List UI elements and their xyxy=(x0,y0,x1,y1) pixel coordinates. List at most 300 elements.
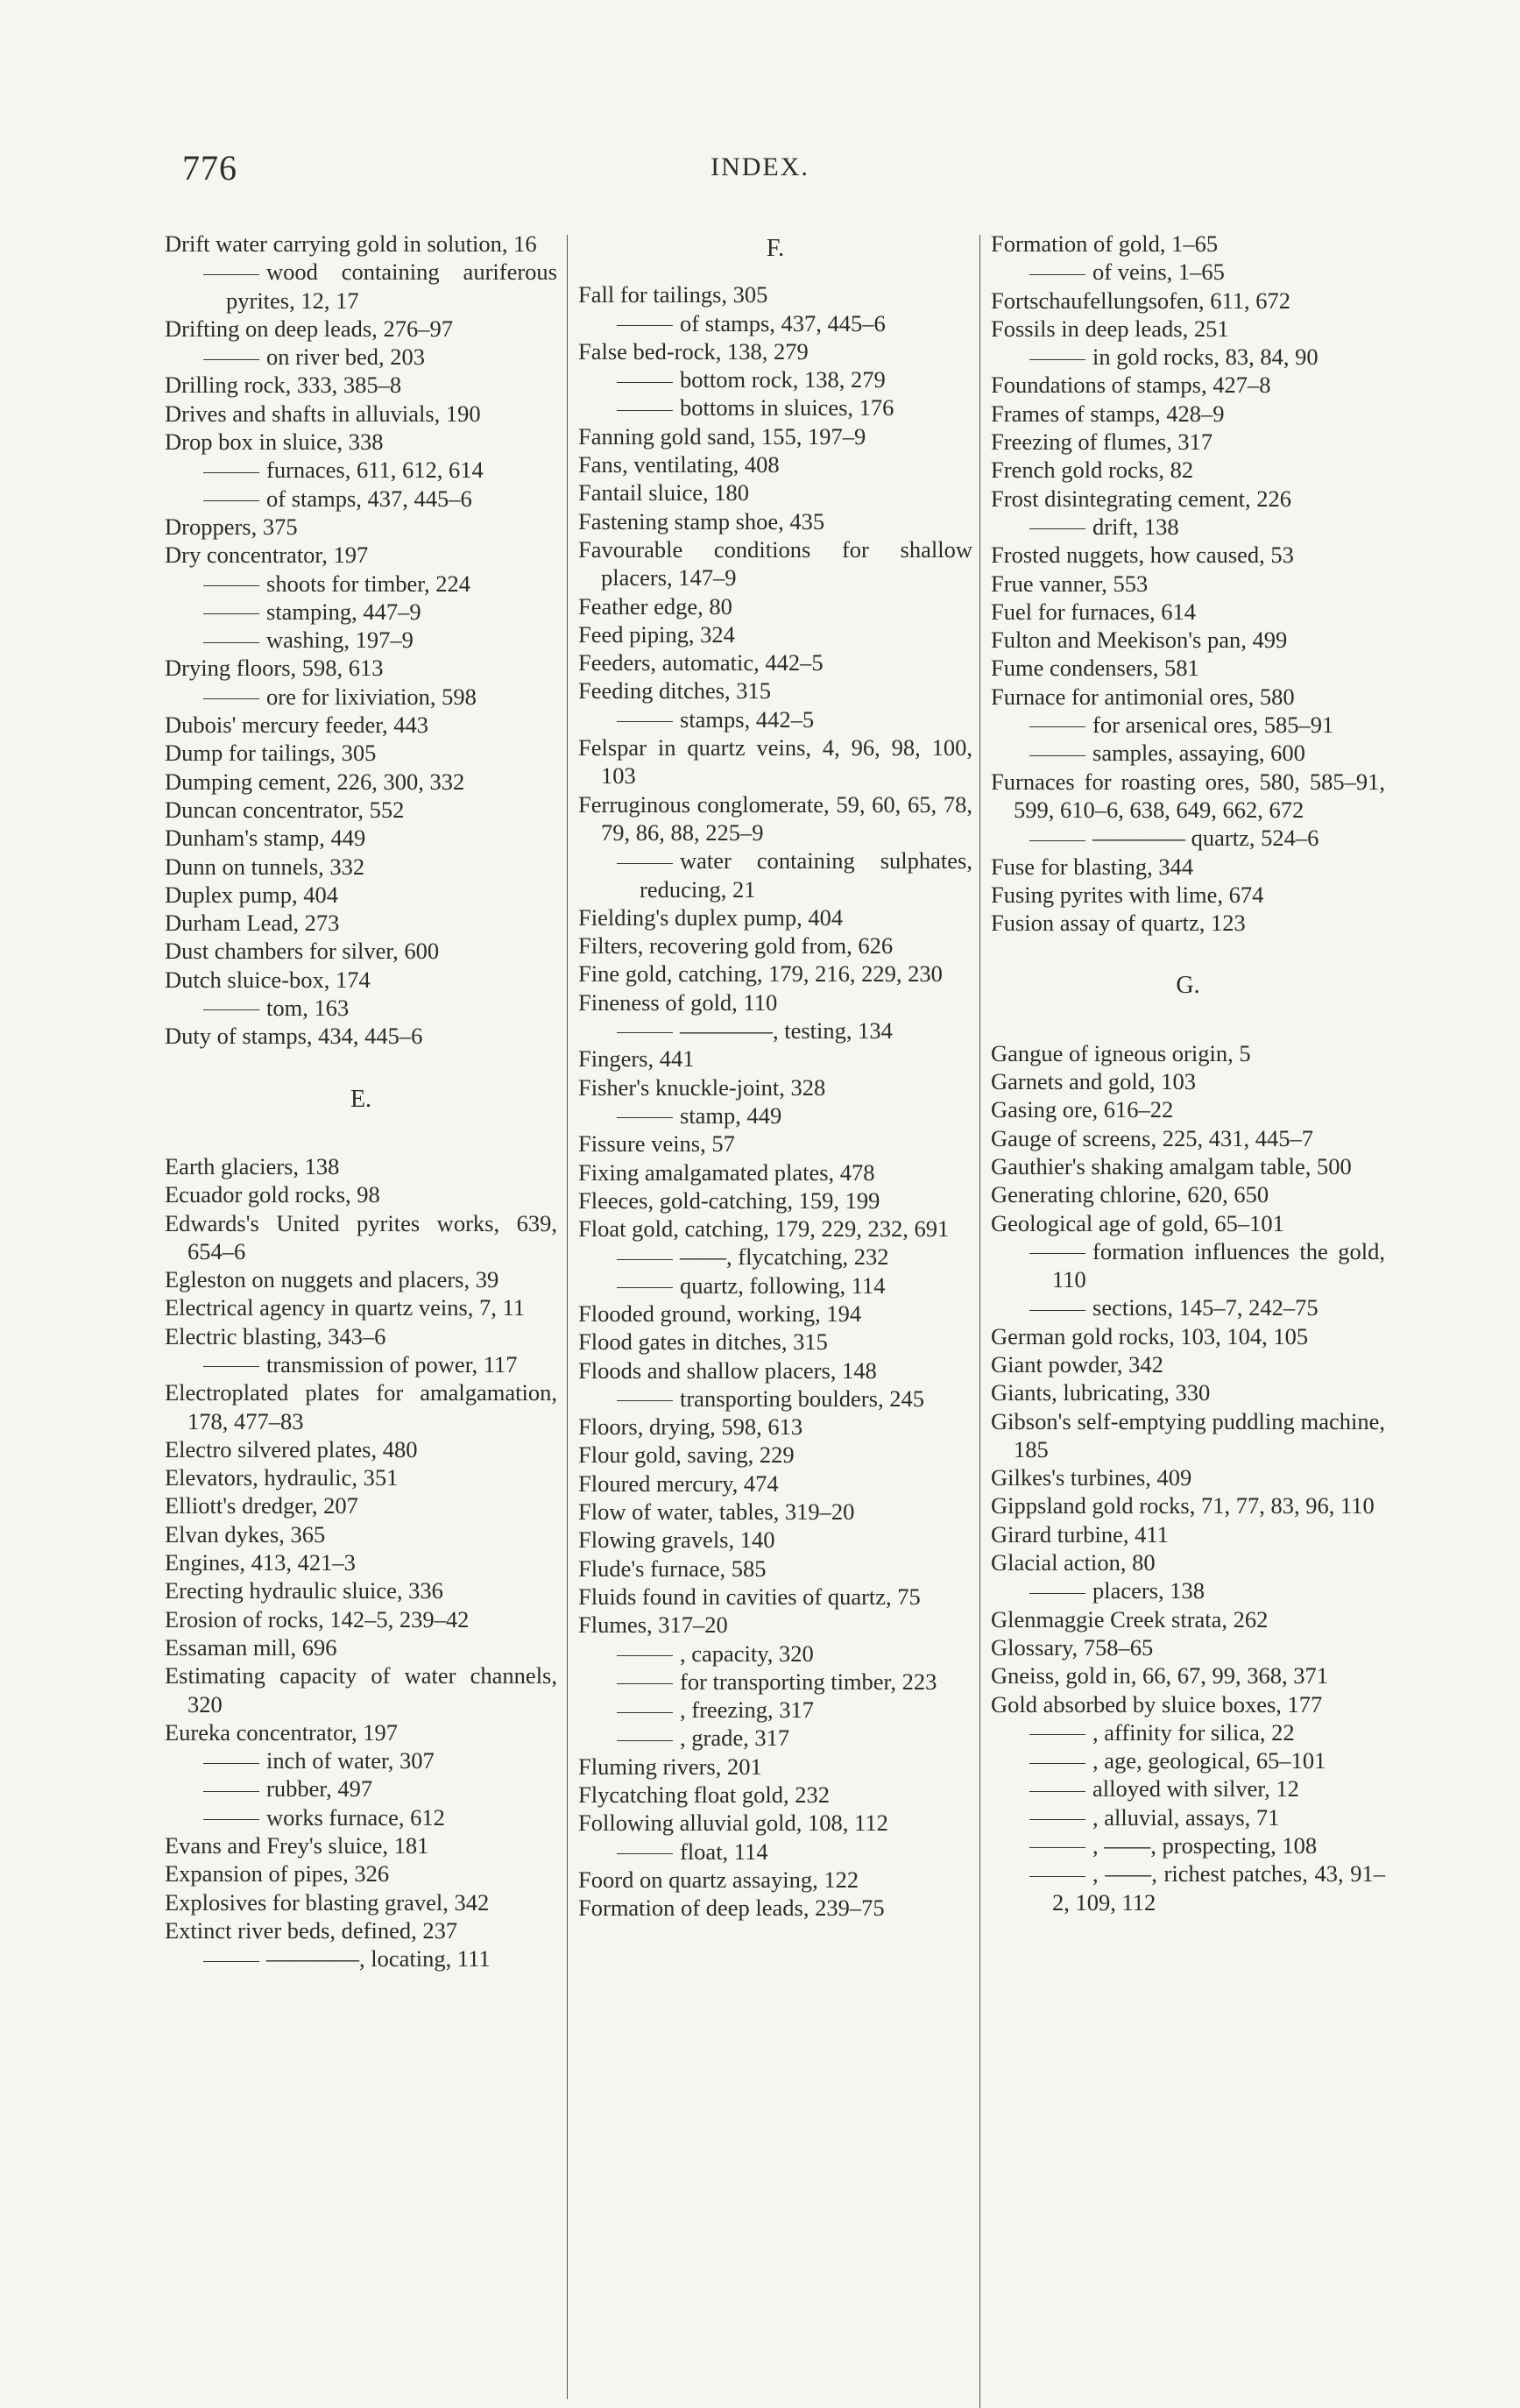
entry-text: Fixing amalgamated plates, 478 xyxy=(578,1158,875,1186)
index-entry xyxy=(165,1718,557,1746)
repeat-dash xyxy=(617,1400,673,1401)
entry-text: rubber, 497 xyxy=(266,1775,373,1802)
entry-text: Erosion of rocks, 142–5, 239–42 xyxy=(165,1605,470,1632)
index-entry xyxy=(578,1356,972,1385)
index-entry xyxy=(578,1300,972,1328)
index-entry xyxy=(578,535,972,592)
entry-text: Dry concentrator, 197 xyxy=(165,542,369,569)
entry-text: Dunn on tunnels, 332 xyxy=(165,853,365,880)
index-entry xyxy=(578,1894,972,1922)
entry-text: water containing sulphates, reducing, 21 xyxy=(640,847,972,903)
entry-text: Gold absorbed by sluice boxes, 177 xyxy=(991,1690,1323,1717)
index-entry xyxy=(578,648,972,676)
entry-text: Furnaces for roasting ores, 580, 585–91, 599, 610–6, 638, 649, 662, 672 xyxy=(991,768,1385,823)
index-entry xyxy=(165,1378,557,1435)
index-subentry xyxy=(991,739,1385,767)
index-entry xyxy=(165,1633,557,1661)
entry-text: of veins, 1–65 xyxy=(1092,259,1225,286)
index-entry xyxy=(165,881,557,909)
index-entry xyxy=(991,1350,1385,1378)
index-entry xyxy=(578,337,972,365)
repeat-dash xyxy=(203,698,259,699)
entry-text: Fusion assay of quartz, 123 xyxy=(991,910,1246,937)
index-entry xyxy=(165,1152,557,1180)
entry-text: Electroplated plates for amalgamation, 178, 477–83 xyxy=(165,1379,557,1434)
entry-text: ————, locating, 111 xyxy=(266,1945,491,1972)
index-entry xyxy=(991,315,1385,343)
index-entry xyxy=(991,485,1385,513)
entry-text: Flow of water, tables, 319–20 xyxy=(578,1498,855,1526)
repeat-dash xyxy=(1029,1819,1085,1820)
index-entry xyxy=(165,1022,557,1050)
index-entry xyxy=(165,1435,557,1463)
entry-text: Essaman mill, 696 xyxy=(165,1633,337,1661)
entry-text: , ——, prospecting, 108 xyxy=(1092,1832,1318,1859)
index-entry xyxy=(578,1215,972,1243)
index-entry xyxy=(991,1690,1385,1718)
entry-text: French gold rocks, 82 xyxy=(991,457,1194,484)
index-entry xyxy=(578,1555,972,1583)
index-subentry xyxy=(991,513,1385,541)
entry-text: Furnace for antimonial ores, 580 xyxy=(991,683,1295,710)
entry-text: Fluming rivers, 201 xyxy=(578,1753,762,1780)
entries-d xyxy=(165,230,557,1051)
entry-text: of stamps, 437, 445–6 xyxy=(266,485,472,512)
entry-text: Flour gold, saving, 229 xyxy=(578,1441,795,1469)
index-subentry xyxy=(165,1746,557,1774)
entry-text: Flood gates in ditches, 315 xyxy=(578,1328,828,1356)
index-entry xyxy=(991,1067,1385,1095)
repeat-dash xyxy=(617,382,673,383)
entry-text: Duty of stamps, 434, 445–6 xyxy=(165,1023,423,1050)
entry-text: Drifting on deep leads, 276–97 xyxy=(165,315,453,342)
index-entry xyxy=(165,400,557,428)
entry-text: Favourable conditions for shallow placers, 147–9 xyxy=(578,535,972,591)
index-subentry xyxy=(578,1838,972,1866)
entry-text: Drives and shafts in alluvials, 190 xyxy=(165,400,481,427)
entry-text: Eureka concentrator, 197 xyxy=(165,1718,399,1746)
entry-text: , capacity, 320 xyxy=(680,1640,814,1667)
entry-text: , ——, richest patches, 43, 91–2, 109, 112 xyxy=(1052,1860,1385,1916)
index-subentry xyxy=(991,1746,1385,1774)
index-entry xyxy=(991,768,1385,825)
entry-text: Floured mercury, 474 xyxy=(578,1470,779,1497)
index-entry xyxy=(991,1661,1385,1689)
entry-text: Fluids found in cavities of quartz, 75 xyxy=(578,1583,921,1610)
index-entry xyxy=(578,1413,972,1441)
entry-text: Fanning gold sand, 155, 197–9 xyxy=(578,422,866,450)
entry-text: in gold rocks, 83, 84, 90 xyxy=(1092,343,1319,371)
entry-text: Fossils in deep leads, 251 xyxy=(991,315,1229,342)
entry-text: Feed piping, 324 xyxy=(578,620,735,648)
index-entry xyxy=(991,626,1385,654)
index-entry xyxy=(165,768,557,796)
entry-text: Fulton and Meekison's pan, 499 xyxy=(991,627,1288,654)
index-subentry xyxy=(165,456,557,484)
index-entry xyxy=(165,1322,557,1350)
index-subentry xyxy=(165,1944,557,1972)
index-subentry xyxy=(578,705,972,733)
entry-text: Fleeces, gold-catching, 159, 199 xyxy=(578,1186,880,1214)
entry-text: Drop box in sluice, 338 xyxy=(165,428,384,456)
index-entry xyxy=(165,1605,557,1633)
entry-text: Gangue of igneous origin, 5 xyxy=(991,1039,1251,1066)
index-subentry xyxy=(578,846,972,903)
entry-text: drift, 138 xyxy=(1092,513,1179,540)
index-subentry xyxy=(165,626,557,654)
entry-text: Duplex pump, 404 xyxy=(165,881,338,908)
entry-text: Gauge of screens, 225, 431, 445–7 xyxy=(991,1124,1313,1151)
entry-text: Gneiss, gold in, 66, 67, 99, 368, 371 xyxy=(991,1662,1328,1689)
index-subentry xyxy=(578,1271,972,1300)
entry-text: Duncan concentrator, 552 xyxy=(165,796,405,823)
index-column-2 xyxy=(578,230,972,1923)
entry-text: float, 114 xyxy=(680,1838,768,1865)
repeat-dash xyxy=(1029,528,1085,529)
entry-text: Fantail sluice, 180 xyxy=(578,479,750,506)
entry-text: Fume condensers, 581 xyxy=(991,655,1199,682)
index-entry xyxy=(165,428,557,456)
entry-text: Dubois' mercury feeder, 443 xyxy=(165,712,428,739)
entry-text: Dunham's stamp, 449 xyxy=(165,825,366,852)
page-header xyxy=(0,147,1520,191)
entries-e xyxy=(165,1152,557,1973)
index-entry xyxy=(991,230,1385,258)
index-entry xyxy=(165,1661,557,1718)
index-column-1 xyxy=(165,230,557,1973)
index-subentry xyxy=(578,1668,972,1696)
index-entry xyxy=(165,1293,557,1321)
entry-text: Fastening stamp shoe, 435 xyxy=(578,507,825,535)
index-entry xyxy=(991,1039,1385,1067)
entry-text: stamping, 447–9 xyxy=(266,598,421,625)
entry-text: ———— quartz, 524–6 xyxy=(1092,825,1319,852)
index-entry xyxy=(991,1180,1385,1208)
entry-text: Drying floors, 598, 613 xyxy=(165,655,384,682)
index-entry xyxy=(578,1158,972,1186)
index-column-3 xyxy=(991,230,1385,1916)
section-heading-g: G. xyxy=(1176,972,1200,1000)
index-entry xyxy=(991,287,1385,315)
entry-text: Glenmaggie Creek strata, 262 xyxy=(991,1605,1269,1632)
entry-text: Foundations of stamps, 427–8 xyxy=(991,372,1271,399)
index-entry xyxy=(165,315,557,343)
index-subentry xyxy=(578,309,972,337)
entry-text: Engines, 413, 421–3 xyxy=(165,1549,356,1576)
index-subentry xyxy=(991,824,1385,852)
index-entry xyxy=(578,1526,972,1554)
entry-text: sections, 145–7, 242–75 xyxy=(1092,1294,1319,1321)
index-entry xyxy=(991,541,1385,569)
index-entry xyxy=(165,230,557,258)
index-entry xyxy=(991,1491,1385,1519)
entries-f xyxy=(578,280,972,1922)
index-subentry xyxy=(991,1237,1385,1294)
entry-text: Extinct river beds, defined, 237 xyxy=(165,1916,458,1944)
index-entry xyxy=(578,733,972,790)
entry-text: Flude's furnace, 585 xyxy=(578,1555,767,1582)
index-entry xyxy=(991,683,1385,711)
entry-text: Ferruginous conglomerate, 59, 60, 65, 78, 79, 86, 88, 225–9 xyxy=(578,790,972,846)
entry-text: ————, testing, 134 xyxy=(680,1017,893,1045)
repeat-dash xyxy=(203,613,259,614)
entry-text: Girard turbine, 411 xyxy=(991,1520,1169,1547)
entry-text: Gippsland gold rocks, 71, 77, 83, 96, 110 xyxy=(991,1492,1375,1519)
index-subentry xyxy=(578,1385,972,1413)
entry-text: Fissure veins, 57 xyxy=(578,1130,735,1158)
index-subentry xyxy=(578,1243,972,1271)
index-entry xyxy=(578,1186,972,1215)
repeat-dash xyxy=(1029,1734,1085,1735)
index-entry xyxy=(165,739,557,767)
page-title: INDEX. xyxy=(711,152,809,181)
entry-text: Electrical agency in quartz veins, 7, 11 xyxy=(165,1294,526,1321)
entries-g xyxy=(991,1039,1385,1916)
entry-text: Feeders, automatic, 442–5 xyxy=(578,649,824,676)
entry-text: Glacial action, 80 xyxy=(991,1549,1156,1576)
index-entry xyxy=(578,450,972,478)
entry-text: samples, assaying, 600 xyxy=(1092,740,1305,767)
index-subentry xyxy=(991,1718,1385,1746)
repeat-dash xyxy=(203,1366,259,1367)
index-subentry xyxy=(991,711,1385,739)
repeat-dash xyxy=(617,1032,673,1033)
repeat-dash xyxy=(203,1009,259,1010)
entry-text: , grade, 317 xyxy=(680,1725,790,1752)
index-subentry xyxy=(578,365,972,393)
entry-text: Geological age of gold, 65–101 xyxy=(991,1209,1284,1236)
entry-text: furnaces, 611, 612, 614 xyxy=(266,457,484,484)
index-entry xyxy=(165,371,557,399)
index-entry xyxy=(578,1781,972,1809)
index-entry xyxy=(991,1407,1385,1464)
index-entry xyxy=(165,1180,557,1208)
repeat-dash xyxy=(1029,726,1085,727)
entry-text: Fielding's duplex pump, 404 xyxy=(578,903,844,931)
entry-text: Following alluvial gold, 108, 112 xyxy=(578,1810,888,1837)
entry-text: tom, 163 xyxy=(266,995,350,1022)
index-entry xyxy=(578,988,972,1016)
entry-text: Edwards's United pyrites works, 639, 654–6 xyxy=(165,1209,557,1264)
entry-text: Fall for tailings, 305 xyxy=(578,281,768,308)
entry-text: Fuel for furnaces, 614 xyxy=(991,598,1197,625)
entry-text: Fine gold, catching, 179, 216, 229, 230 xyxy=(578,960,943,988)
repeat-dash xyxy=(617,1287,673,1288)
index-subentry xyxy=(165,683,557,711)
entry-text: Flumes, 317–20 xyxy=(578,1611,728,1639)
entry-text: , freezing, 317 xyxy=(680,1696,815,1724)
entry-text: Dust chambers for silver, 600 xyxy=(165,938,440,965)
index-subentry xyxy=(578,1696,972,1724)
index-entry xyxy=(991,456,1385,484)
index-entry xyxy=(578,1611,972,1639)
index-entry xyxy=(165,937,557,965)
entry-text: formation influences the gold, 110 xyxy=(1052,1237,1385,1293)
entry-text: transmission of power, 117 xyxy=(266,1350,518,1378)
index-subentry xyxy=(991,1859,1385,1916)
entry-text: Drift water carrying gold in solution, 16 xyxy=(165,230,537,257)
entry-text: Frosted nuggets, how caused, 53 xyxy=(991,542,1294,569)
index-entry xyxy=(578,960,972,988)
repeat-dash xyxy=(203,1819,259,1820)
repeat-dash xyxy=(1029,274,1085,275)
entry-text: Elliott's dredger, 207 xyxy=(165,1492,358,1519)
entry-text: Felspar in quartz veins, 4, 96, 98, 100, 103 xyxy=(578,734,972,790)
repeat-dash xyxy=(1029,755,1085,756)
entry-text: Elevators, hydraulic, 351 xyxy=(165,1464,399,1491)
entry-text: Elvan dykes, 365 xyxy=(165,1520,326,1547)
entry-text: Glossary, 758–65 xyxy=(991,1633,1154,1661)
entry-text: transporting boulders, 245 xyxy=(680,1385,924,1412)
index-entry xyxy=(991,598,1385,626)
index-entry xyxy=(578,1328,972,1356)
index-entry xyxy=(165,1888,557,1916)
entry-text: bottom rock, 138, 279 xyxy=(680,366,886,393)
index-subentry xyxy=(991,343,1385,371)
index-entry xyxy=(991,853,1385,881)
entry-text: stamp, 449 xyxy=(680,1101,782,1129)
entry-text: Electric blasting, 343–6 xyxy=(165,1322,386,1349)
repeat-dash xyxy=(203,1763,259,1764)
index-subentry xyxy=(578,1724,972,1752)
index-entry xyxy=(991,1322,1385,1350)
index-entry xyxy=(991,1378,1385,1406)
entry-text: inch of water, 307 xyxy=(266,1747,435,1774)
entry-text: Frue vanner, 553 xyxy=(991,570,1149,597)
entry-text: False bed-rock, 138, 279 xyxy=(578,337,809,365)
entry-text: Feeding ditches, 315 xyxy=(578,677,772,705)
entry-text: alloyed with silver, 12 xyxy=(1092,1775,1299,1802)
entry-text: Feather edge, 80 xyxy=(578,592,732,620)
index-entry xyxy=(165,1463,557,1491)
entry-text: Erecting hydraulic sluice, 336 xyxy=(165,1577,443,1604)
entry-text: , alluvial, assays, 71 xyxy=(1092,1803,1280,1831)
entry-text: placers, 138 xyxy=(1092,1577,1205,1604)
entry-text: Fans, ventilating, 408 xyxy=(578,451,780,478)
index-entry xyxy=(165,513,557,541)
entry-text: Formation of deep leads, 239–75 xyxy=(578,1895,885,1922)
index-entry xyxy=(165,853,557,881)
entry-text: Flowing gravels, 140 xyxy=(578,1526,775,1554)
index-entry xyxy=(578,1809,972,1837)
index-entry xyxy=(578,790,972,847)
index-subentry xyxy=(165,258,557,315)
repeat-dash xyxy=(617,1259,673,1260)
index-subentry xyxy=(991,1803,1385,1831)
index-entry xyxy=(165,824,557,852)
index-entry xyxy=(165,1576,557,1604)
index-entry xyxy=(165,1831,557,1859)
entry-text: works furnace, 612 xyxy=(266,1803,445,1831)
index-subentry xyxy=(991,1831,1385,1859)
index-subentry xyxy=(165,343,557,371)
entry-text: , affinity for silica, 22 xyxy=(1092,1718,1295,1746)
entry-text: of stamps, 437, 445–6 xyxy=(680,309,886,336)
entries-f-continued xyxy=(991,230,1385,937)
entry-text: Ecuador gold rocks, 98 xyxy=(165,1181,380,1208)
entry-text: Electro silvered plates, 480 xyxy=(165,1435,418,1463)
index-subentry xyxy=(578,1016,972,1045)
index-subentry xyxy=(578,393,972,421)
entry-text: quartz, following, 114 xyxy=(680,1271,886,1299)
column-divider-2 xyxy=(979,235,980,2408)
entry-text: on river bed, 203 xyxy=(266,343,426,371)
entry-text: Giants, lubricating, 330 xyxy=(991,1379,1211,1406)
index-subentry xyxy=(165,994,557,1022)
entry-text: Fuse for blasting, 344 xyxy=(991,853,1194,880)
repeat-dash xyxy=(617,721,673,722)
index-entry xyxy=(578,1866,972,1894)
index-entry xyxy=(165,909,557,937)
entry-text: bottoms in sluices, 176 xyxy=(680,394,894,421)
entry-text: Earth glaciers, 138 xyxy=(165,1152,340,1179)
repeat-dash xyxy=(617,1740,673,1741)
entry-text: Frames of stamps, 428–9 xyxy=(991,400,1225,427)
index-entry xyxy=(991,881,1385,909)
entry-text: Evans and Frey's sluice, 181 xyxy=(165,1832,429,1859)
index-entry xyxy=(578,1045,972,1073)
section-heading-f: F. xyxy=(766,235,785,262)
index-entry xyxy=(165,1491,557,1519)
index-subentry xyxy=(165,1350,557,1378)
repeat-dash xyxy=(1029,1593,1085,1594)
index-entry xyxy=(578,1441,972,1469)
entry-text: ——, flycatching, 232 xyxy=(680,1243,889,1271)
repeat-dash xyxy=(617,1712,673,1713)
index-entry xyxy=(991,654,1385,682)
index-entry xyxy=(991,1152,1385,1180)
entry-text: for transporting timber, 223 xyxy=(680,1668,937,1695)
column-divider-1 xyxy=(567,235,568,2399)
entry-text: Drilling rock, 333, 385–8 xyxy=(165,372,402,399)
entry-text: Fusing pyrites with lime, 674 xyxy=(991,881,1264,908)
entry-text: German gold rocks, 103, 104, 105 xyxy=(991,1322,1309,1349)
repeat-dash xyxy=(203,274,259,275)
index-entry xyxy=(578,592,972,620)
repeat-dash xyxy=(203,472,259,473)
repeat-dash xyxy=(617,863,673,864)
entry-text: Garnets and gold, 103 xyxy=(991,1068,1197,1095)
entry-text: washing, 197–9 xyxy=(266,627,414,654)
index-entry xyxy=(578,1130,972,1158)
index-subentry xyxy=(991,1774,1385,1802)
index-subentry xyxy=(165,485,557,513)
index-entry xyxy=(165,1265,557,1293)
entry-text: Giant powder, 342 xyxy=(991,1350,1163,1378)
entry-text: Gibson's self-emptying puddling machine, 185 xyxy=(991,1407,1385,1463)
repeat-dash xyxy=(1029,1847,1085,1848)
index-entry xyxy=(578,931,972,960)
index-entry xyxy=(165,966,557,994)
index-entry xyxy=(578,1073,972,1101)
repeat-dash xyxy=(1029,1310,1085,1311)
index-entry xyxy=(991,1463,1385,1491)
index-entry xyxy=(578,1583,972,1611)
entry-text: for arsenical ores, 585–91 xyxy=(1092,712,1334,739)
repeat-dash xyxy=(203,642,259,643)
index-entry xyxy=(578,903,972,931)
index-subentry xyxy=(578,1640,972,1668)
repeat-dash xyxy=(1029,1763,1085,1764)
entry-text: stamps, 442–5 xyxy=(680,705,815,733)
index-subentry xyxy=(165,570,557,598)
index-entry xyxy=(578,478,972,506)
index-entry xyxy=(578,280,972,308)
index-entry xyxy=(165,654,557,682)
index-entry xyxy=(165,796,557,824)
entry-text: Flycatching float gold, 232 xyxy=(578,1781,831,1809)
entry-text: Dump for tailings, 305 xyxy=(165,740,377,767)
